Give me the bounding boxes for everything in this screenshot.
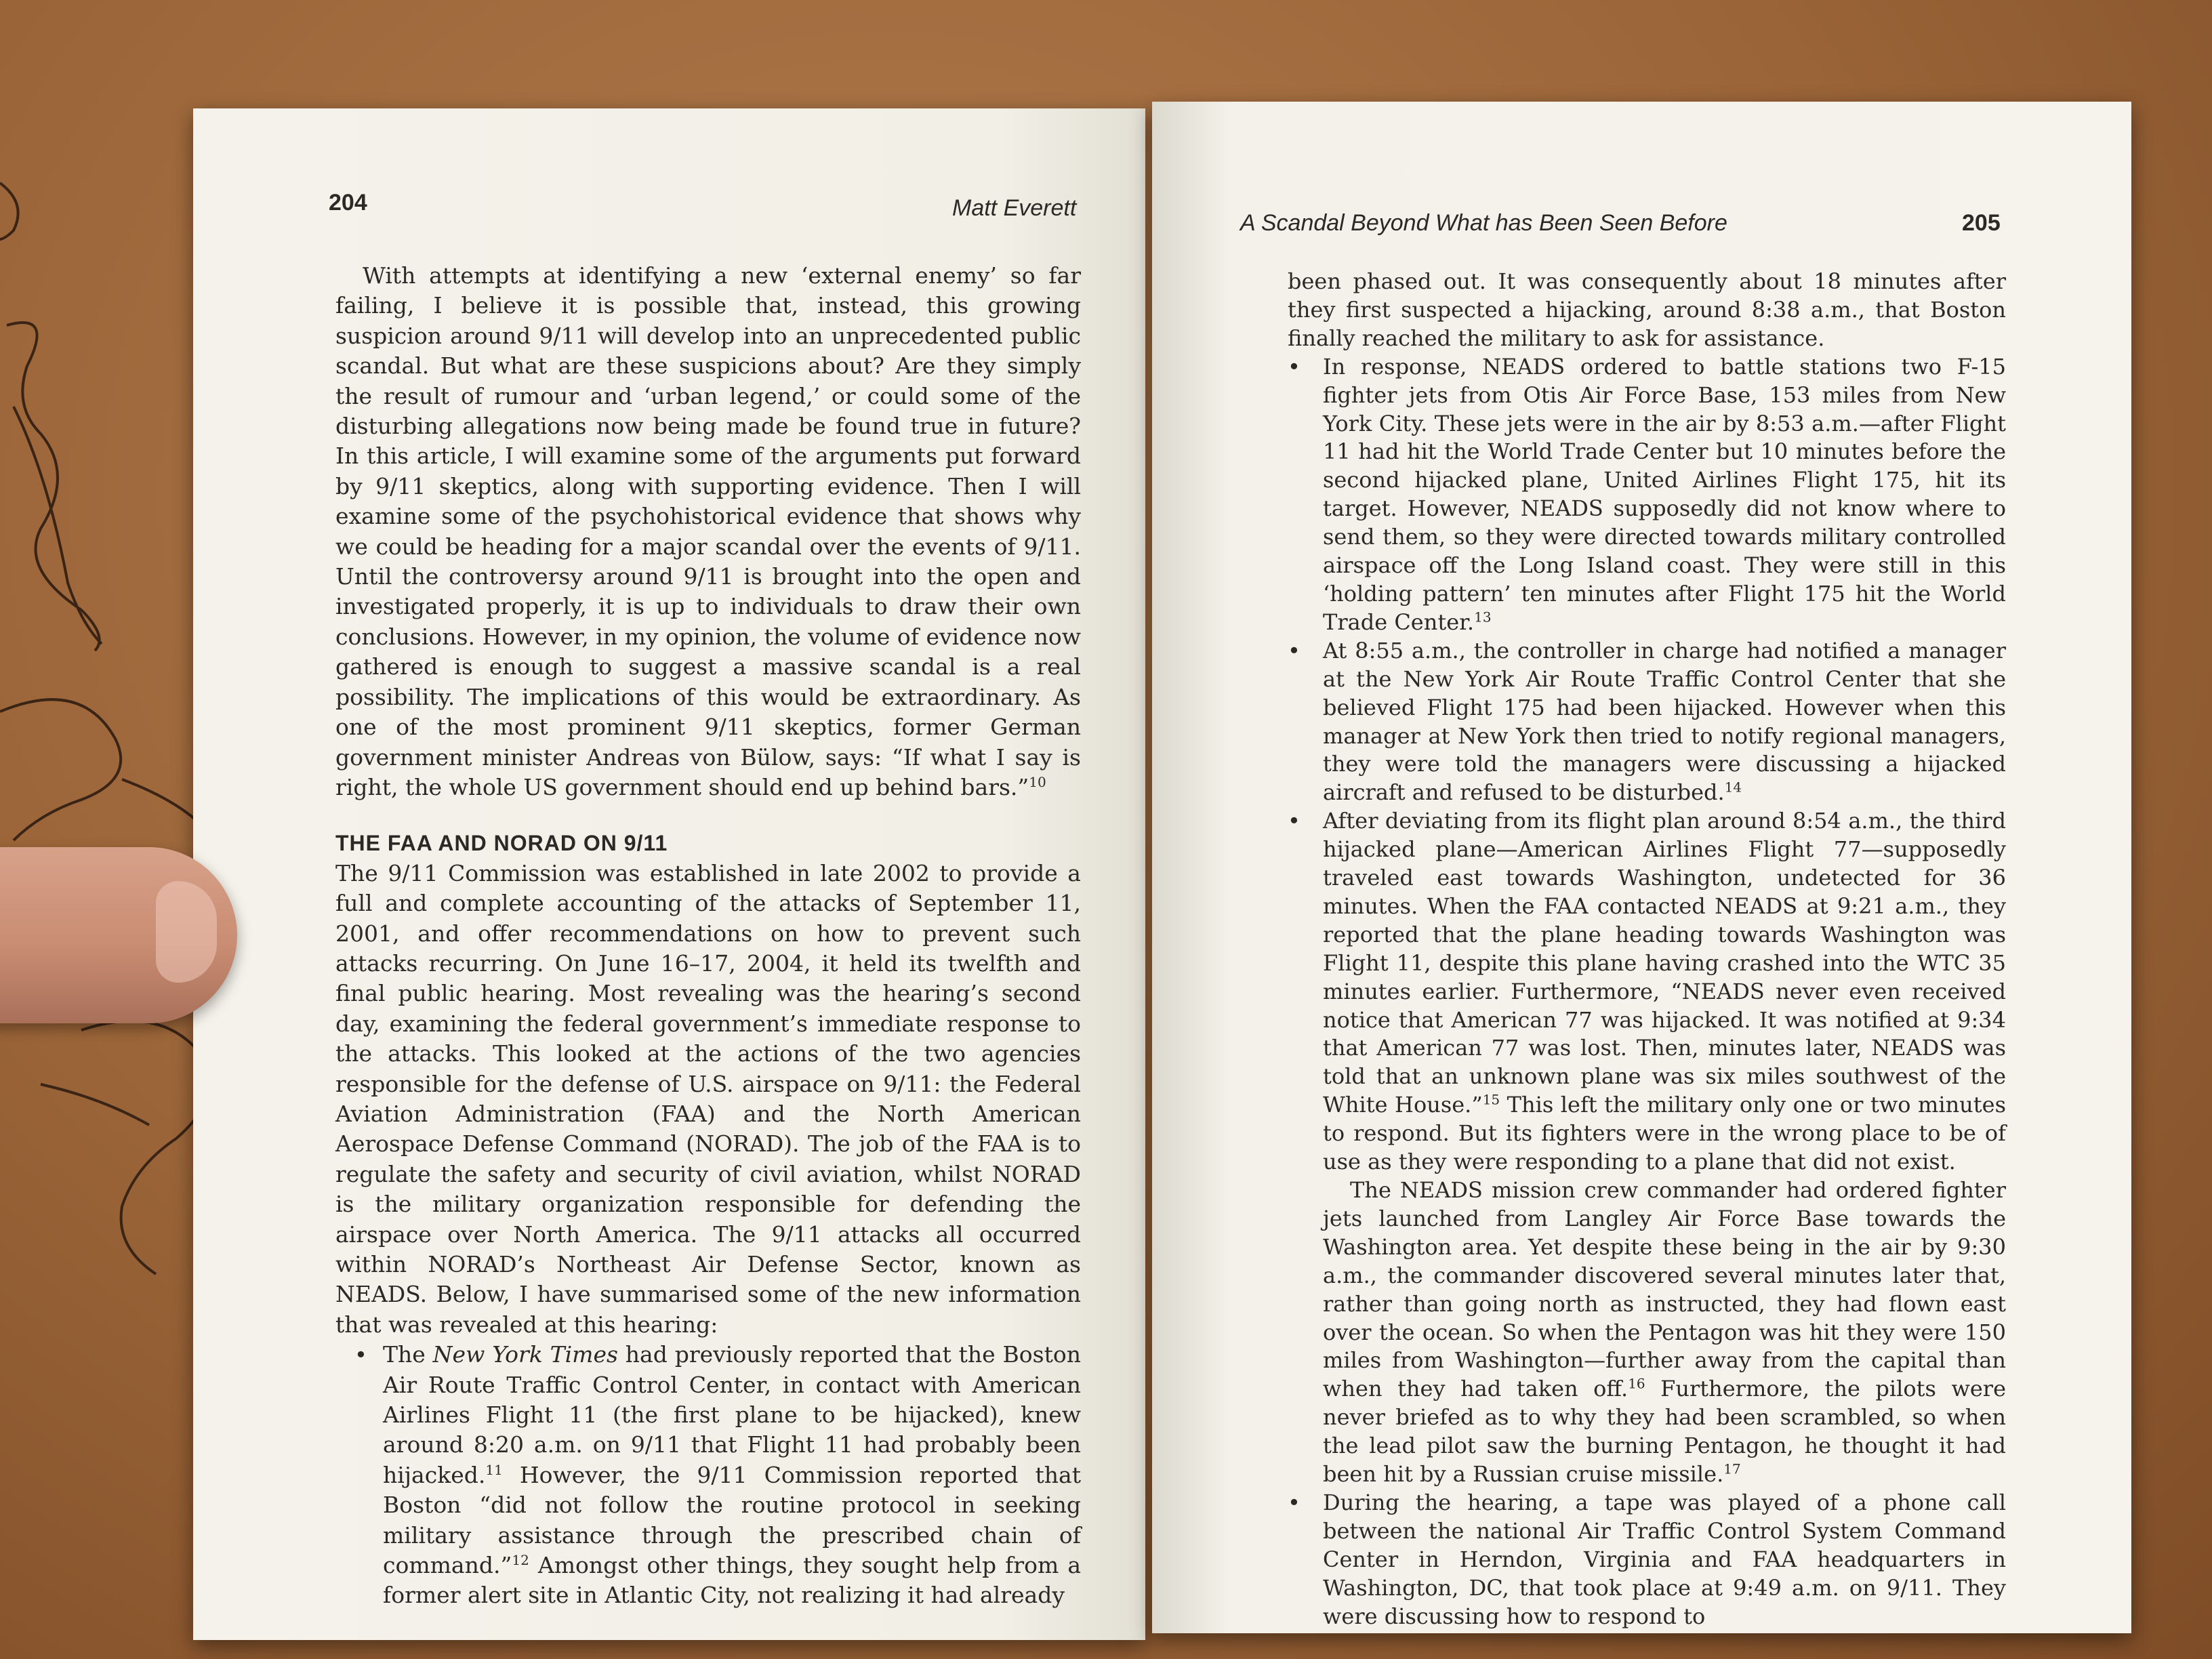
- list-item: • In response, NEADS ordered to battle stations two F-15 fighter jets from Otis Air Force Base, 153 miles from New York City. These jets were in the air by 8:53 a.m.—after Flight 11 had hit the World Trade Center but 10 minutes before the second hijacked plane, United Airlines Flight 175, hit its target. However, NEADS supposedly did not know where to send them, so they were directed towards military controlled airspace off the Long Island coast. They were still in this ‘holding pattern’ ten minutes after Flight 175 hit the World Trade Center.$^{13}$: [1288, 353, 2006, 637]
- footnote-ref: 10: [1029, 773, 1046, 790]
- continuation-paragraph: been phased out. It was consequently about 18 minutes after they first suspected a hijacking, around 8:38 a.m., that Boston finally reached the military to ask for assistance.: [1288, 268, 2006, 351]
- running-head: Matt Everett: [952, 195, 1077, 221]
- list-item: • During the hearing, a tape was played of a phone call between the national Air Traffic Control System Command Center in Herndon, Virginia and FAA headquarters in Washington, DC, that took place at 9:49 a.m. on 9/11. They were discussing how to respond to: [1288, 1489, 2006, 1631]
- footnote-ref: 12: [512, 1552, 529, 1569]
- footnote-ref: 13: [1474, 609, 1492, 626]
- list-item-paragraph: The NEADS mission crew commander had ordered fighter jets launched from Langley Air Force Base towards the Washington area. Yet despite these being in the air by 9:30 a.m., the commander discovered several minutes later that, rather than going north as instructed, they had flown east over the ocean. So when the Pentagon was hit they were 150 miles from Washington—further away from the capital than when they had taken off.$^{16}$ Furthermore, the pilots were never briefed as to why they had been scrambled, so when the lead pilot saw the burning Pentagon, he thought it had been hit by a Russian cruise missile.$^{17}$: [1323, 1177, 2007, 1488]
- footnote-ref: 16: [1628, 1375, 1645, 1392]
- section-heading: THE FAA AND NORAD ON 9/11: [335, 831, 668, 856]
- running-head: A Scandal Beyond What has Been Seen Before: [1240, 210, 1727, 236]
- italic-title: New York Times: [432, 1341, 618, 1368]
- footnote-ref: 15: [1482, 1091, 1500, 1108]
- right-page: [1152, 102, 2131, 1633]
- page-number: 205: [1962, 210, 2001, 236]
- list-item: • At 8:55 a.m., the controller in charge had notified a manager at the New York Air Route Traffic Control Center that she believed Flight 175 had been hijacked. However when this manager at New York then tried to notify regional managers, they were told the managers were discussing a hijacked aircraft and refused to be disturbed.$^{14}$: [1288, 637, 2006, 807]
- footnote-ref: 17: [1723, 1460, 1741, 1477]
- intro-paragraph: With attempts at identifying a new ‘external enemy’ so far failing, I believe it is possible that, instead, this growing suspicion around 9/11 will develop into an unprecedented public scandal. But what are these suspicions about? Are they simply the result of rumour and ‘urban legend,’ or could some of the disturbing allegations now being made be found true in future? In this article, I will examine some of the arguments put forward by 9/11 skeptics, along with supporting evidence. Then I will examine some of the psychohistorical evidence that shows why we could be heading for a major scandal over the events of 9/11. Until the controversy around 9/11 is brought into the open and investigated properly, it is up to individuals to draw their own conclusions. However, in my opinion, the volume of evidence now gathered is enough to suggest a massive scandal is a real possibility. The implications of this would be extraordinary. As one of the most prominent 9/11 skeptics, former German government minister Andreas von Bülow, says: “If what I say is right, the whole US government should end up behind bars.”$^{10}$: [335, 262, 1081, 800]
- footnote-ref: 11: [485, 1461, 503, 1478]
- thumb: [0, 847, 237, 1023]
- left-page-body: [335, 261, 1081, 1611]
- right-page-body: [1288, 268, 2006, 1631]
- footnote-ref: 14: [1724, 779, 1742, 796]
- section-paragraph: The 9/11 Commission was established in late 2002 to provide a full and complete accounting of the attacks of September 11, 2001, and offer recommendations on how to prevent such attacks recurring. On June 16–17, 2004, it held its twelfth and final public hearing. Most revealing was the hearing’s second day, examining the federal government’s immediate response to the attacks. This looked at the actions of the two agencies responsible for the defense of U.S. airspace on 9/11: the Federal Aviation Administration (FAA) and the North American Aerospace Defense Command (NORAD). The job of the FAA is to regulate the safety and security of civil aviation, whilst NORAD is the military organization responsible for defending the airspace over North America. The 9/11 attacks all occurred within NORAD’s Northeast Air Defense Sector, known as NEADS. Below, I have summarised some of the new information that was revealed at this hearing:: [335, 859, 1081, 1338]
- list-item: • The New York Times had previously reported that the Boston Air Route Traffic Control Center, in contact with American Airlines Flight 11 (the first plane to be hijacked), knew around 8:20 a.m. on 9/11 that Flight 11 had probably been hijacked.$^{11}$ However, the 9/11 Commission reported that Boston “did not follow the routine protocol in seeking military assistance through the prescribed chain of command.”$^{12}$ Amongst other things, they sought help from a former alert site in Atlantic City, not realizing it had already: [335, 1340, 1081, 1611]
- bullet-list: [1288, 353, 2006, 1631]
- left-page: [193, 108, 1145, 1640]
- bullet-list: [335, 1340, 1081, 1611]
- list-item: • After deviating from its flight plan around 8:54 a.m., the third hijacked plane—American Airlines Flight 77—supposedly traveled east towards Washington, undetected for 36 minutes. When the FAA contacted NEADS at 9:21 a.m., they reported that the plane heading towards Washington was Flight 11, despite this plane having crashed into the WTC 35 minutes earlier. Furthermore, “NEADS never even received notice that American 77 was hijacked. It was notified at 9:34 that American 77 was lost. Then, minutes later, NEADS was told that an unknown plane was six miles southwest of the White House.”$^{15}$ This left the military only one or two minutes to respond. But its fighters were in the wrong place to be of use as they were responding to a plane that did not exist. The NEADS mission crew commander had ordered fighter jets launched from Langley Air Force Base towards the Washington area. Yet despite these being in the air by 9:30 a.m., the commander discovered several minutes later that, rather than going north as instructed, they had flown east over the ocean. So when the Pentagon was hit they were 150 miles from Washington—further away from the capital than when they had taken off.$^{16}$ Furthermore, the pilots were never briefed as to why they had been scrambled, so when the lead pilot saw the burning Pentagon, he thought it had been hit by a Russian cruise missile.$^{17}$: [1288, 807, 2006, 1489]
- page-number: 204: [329, 190, 367, 216]
